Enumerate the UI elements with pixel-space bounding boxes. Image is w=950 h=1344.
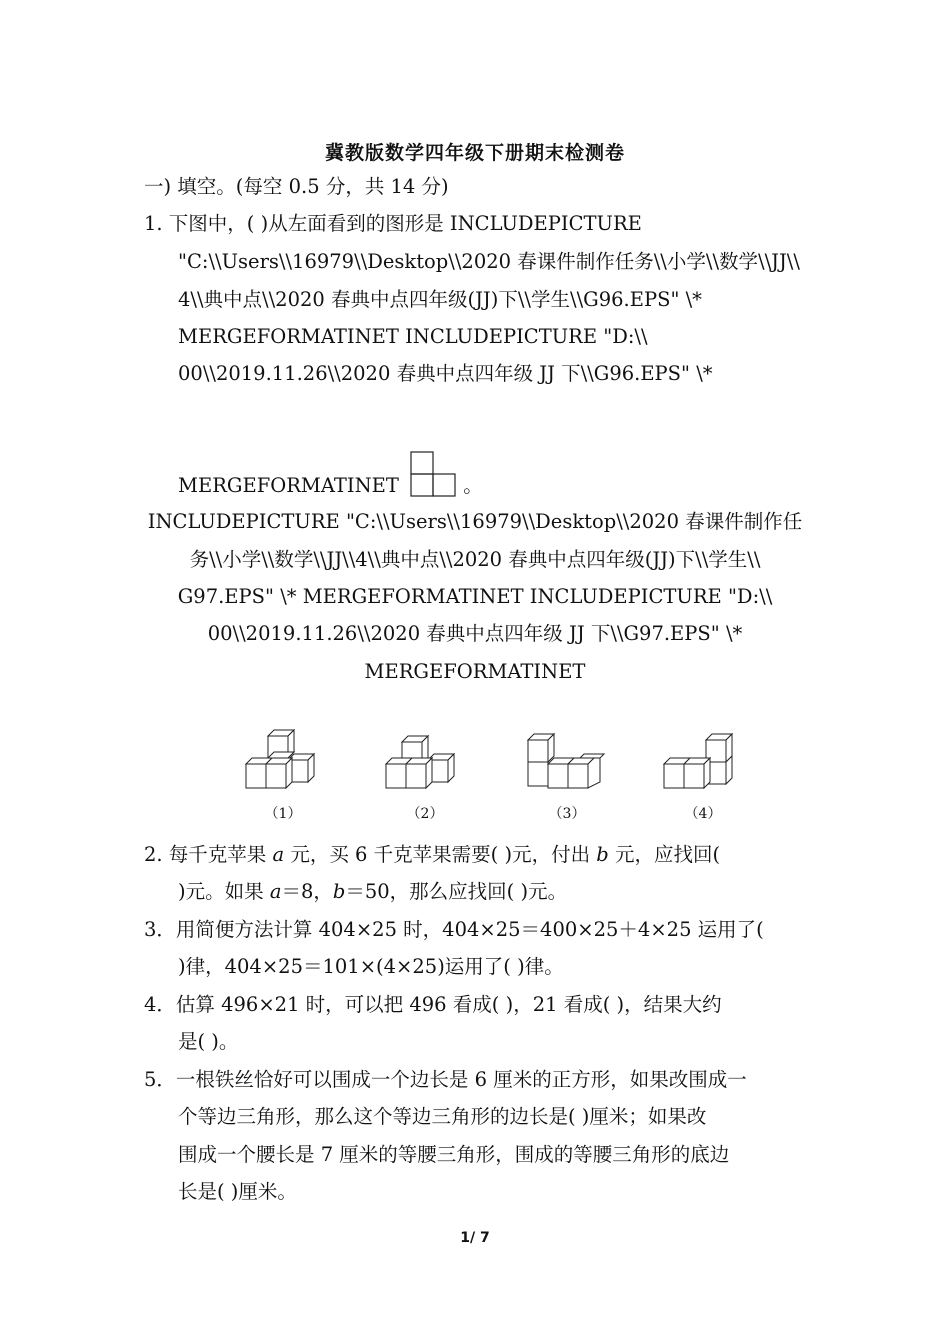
q2-line-2 [178,880,567,904]
q5-line-4: 长是( )厘米。 [178,1180,297,1203]
q1-line-4: MERGEFORMATINET INCLUDEPICTURE "D:\\ [178,325,648,348]
q2-var-b: b [332,880,346,903]
figure-caption-2: （2） [406,806,444,822]
q2-text: )元。如果 [178,880,270,903]
pic-field-line-1: INCLUDEPICTURE "C:\\Users\\16979\\Desktop\\2020 春课件制作任 [147,510,803,533]
q2-text: 元，买 6 千克苹果需要( )元，付出 [284,843,597,866]
q2-var-a: a [272,843,285,866]
page-number: 1/ 7 [460,1230,490,1246]
pic-field-line-5: MERGEFORMATINET [364,660,586,683]
figure-caption-3: （3） [548,806,586,822]
cube-figure-4 [660,728,746,794]
cube-figure-3 [524,728,610,794]
q5-line-2: 个等边三角形，那么这个等边三角形的边长是( )厘米；如果改 [178,1105,707,1128]
q4-line-2: 是( )。 [178,1030,239,1053]
q2-text: ＝8， [281,880,333,903]
figure-caption-4: （4） [684,806,722,822]
figure-caption-1: （1） [264,806,302,822]
q1-line-3: 4\\典中点\\2020 春典中点四年级(JJ)下\\学生\\G96.EPS" \* [178,288,702,311]
q2-line-1 [144,843,720,867]
q2-text: 2. 每千克苹果 [144,843,273,866]
page-title: 冀教版数学四年级下册期末检测卷 [324,142,625,164]
q2-var-b: b [596,843,609,866]
q1-line-1: 1. 下图中，( )从左面看到的图形是 INCLUDEPICTURE [144,212,642,235]
section-heading: 一) 填空。(每空 0.5 分，共 14 分) [144,175,449,198]
q5-line-1: 5．一根铁丝恰好可以围成一个边长是 6 厘米的正方形，如果改围成一 [144,1068,747,1091]
left-view-figure [409,450,457,498]
q2-text: ＝50，那么应找回( )元。 [345,880,568,903]
q3-line-2: )律，404×25＝101×(4×25)运用了( )律。 [178,955,564,978]
pic-field-line-2: 务\\小学\\数学\\JJ\\4\\典中点\\2020 春典中点四年级(JJ)下\\学生\\ [189,548,761,571]
q1-merge-text: MERGEFORMATINET [178,474,399,497]
q2-text: 元，应找回( [608,843,721,866]
q5-line-3: 围成一个腰长是 7 厘米的等腰三角形，围成的等腰三角形的底边 [178,1143,730,1166]
pic-field-line-3: G97.EPS" \* MERGEFORMATINET INCLUDEPICTURE "D:\\ [177,585,773,608]
pic-field-line-4: 00\\2019.11.26\\2020 春典中点四年级 JJ 下\\G97.EPS" \* [207,622,743,645]
q1-period: 。 [463,474,483,497]
q1-line-2: "C:\\Users\\16979\\Desktop\\2020 春课件制作任务\\小学\\数学\\JJ\\ [178,250,800,273]
q3-line-1: 3．用简便方法计算 404×25 时，404×25＝400×25＋4×25 运用了( [144,918,764,941]
q2-var-a: a [269,880,282,903]
cube-figure-1 [240,728,326,794]
q4-line-1: 4．估算 496×21 时，可以把 496 看成( )，21 看成( )，结果大约 [144,993,722,1016]
cube-figure-2 [382,728,468,794]
q1-line-6 [178,450,483,498]
q1-line-5: 00\\2019.11.26\\2020 春典中点四年级 JJ 下\\G96.EPS" \* [178,362,713,385]
